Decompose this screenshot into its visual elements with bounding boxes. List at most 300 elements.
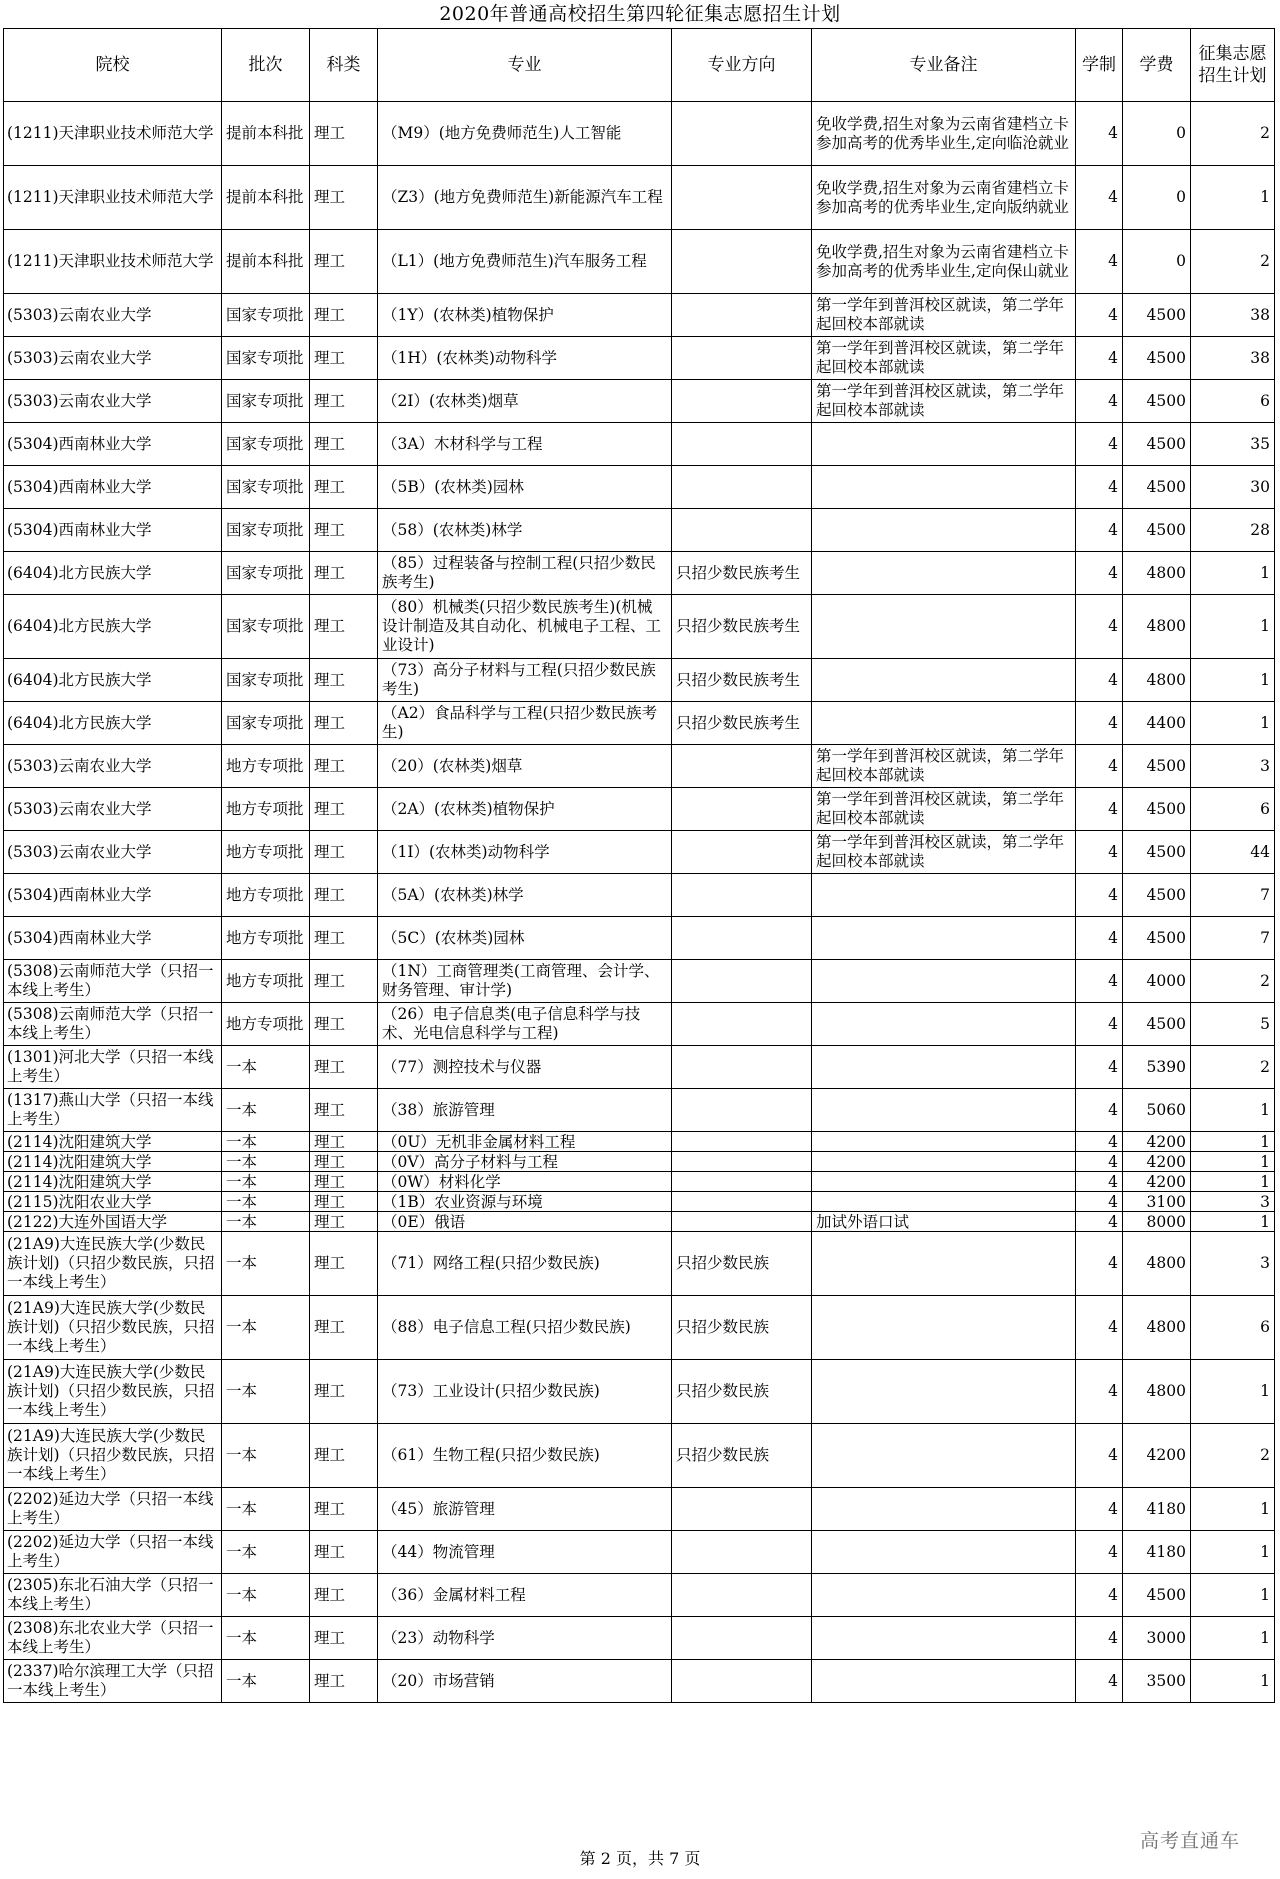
cell-years: 4 — [1076, 595, 1123, 659]
cell-years: 4 — [1076, 337, 1123, 380]
cell-remark — [812, 1192, 1076, 1212]
cell-subject: 理工 — [310, 702, 378, 745]
cell-years: 4 — [1076, 1089, 1123, 1132]
cell-plan: 2 — [1191, 102, 1275, 166]
table-row — [4, 466, 1275, 509]
cell-plan: 1 — [1191, 1574, 1275, 1617]
cell-school: (2115)沈阳农业大学 — [4, 1192, 222, 1212]
cell-school: (1211)天津职业技术师范大学 — [4, 230, 222, 294]
cell-remark — [812, 466, 1076, 509]
cell-batch: 一本 — [222, 1488, 310, 1531]
cell-direction — [672, 509, 812, 552]
cell-school: (2114)沈阳建筑大学 — [4, 1172, 222, 1192]
cell-remark: 免收学费,招生对象为云南省建档立卡参加高考的优秀毕业生,定向版纳就业 — [812, 166, 1076, 230]
cell-school: (1211)天津职业技术师范大学 — [4, 102, 222, 166]
cell-years: 4 — [1076, 1003, 1123, 1046]
table-header-row — [4, 29, 1275, 102]
cell-years: 4 — [1076, 380, 1123, 423]
cell-fee: 4200 — [1123, 1152, 1191, 1172]
cell-remark — [812, 1360, 1076, 1424]
cell-batch: 一本 — [222, 1531, 310, 1574]
cell-school: (6404)北方民族大学 — [4, 659, 222, 702]
cell-remark: 第一学年到普洱校区就读，第二学年起回校本部就读 — [812, 745, 1076, 788]
table-row — [4, 1152, 1275, 1172]
enrollment-plan-table — [3, 28, 1275, 1703]
table-row — [4, 745, 1275, 788]
cell-plan: 1 — [1191, 1617, 1275, 1660]
cell-fee: 4000 — [1123, 960, 1191, 1003]
cell-school: (2114)沈阳建筑大学 — [4, 1132, 222, 1152]
cell-fee: 4180 — [1123, 1488, 1191, 1531]
cell-subject: 理工 — [310, 1089, 378, 1132]
cell-plan: 30 — [1191, 466, 1275, 509]
cell-subject: 理工 — [310, 1132, 378, 1152]
cell-subject: 理工 — [310, 1296, 378, 1360]
cell-remark — [812, 1574, 1076, 1617]
cell-plan: 1 — [1191, 1172, 1275, 1192]
cell-years: 4 — [1076, 1296, 1123, 1360]
cell-plan: 6 — [1191, 788, 1275, 831]
cell-years: 4 — [1076, 745, 1123, 788]
cell-major: （Z3）(地方免费师范生)新能源汽车工程 — [378, 166, 672, 230]
cell-remark — [812, 1531, 1076, 1574]
cell-direction — [672, 745, 812, 788]
cell-batch: 国家专项批 — [222, 659, 310, 702]
cell-direction — [672, 1046, 812, 1089]
cell-direction — [672, 788, 812, 831]
cell-batch: 一本 — [222, 1296, 310, 1360]
cell-remark — [812, 1424, 1076, 1488]
cell-school: (5308)云南师范大学（只招一本线上考生） — [4, 1003, 222, 1046]
cell-years: 4 — [1076, 917, 1123, 960]
cell-major: （77）测控技术与仪器 — [378, 1046, 672, 1089]
table-row — [4, 1360, 1275, 1424]
cell-subject: 理工 — [310, 1152, 378, 1172]
table-row — [4, 1660, 1275, 1703]
cell-remark — [812, 1660, 1076, 1703]
cell-plan: 6 — [1191, 1296, 1275, 1360]
cell-major: （85）过程装备与控制工程(只招少数民族考生) — [378, 552, 672, 595]
cell-major: （71）网络工程(只招少数民族) — [378, 1232, 672, 1296]
cell-major: （1I）(农林类)动物科学 — [378, 831, 672, 874]
cell-school: (1211)天津职业技术师范大学 — [4, 166, 222, 230]
cell-direction — [672, 1089, 812, 1132]
table-row — [4, 1132, 1275, 1152]
cell-plan: 5 — [1191, 1003, 1275, 1046]
cell-batch: 国家专项批 — [222, 294, 310, 337]
cell-years: 4 — [1076, 1132, 1123, 1152]
cell-direction — [672, 166, 812, 230]
cell-remark — [812, 960, 1076, 1003]
cell-remark: 第一学年到普洱校区就读，第二学年起回校本部就读 — [812, 831, 1076, 874]
cell-years: 4 — [1076, 466, 1123, 509]
table-row — [4, 380, 1275, 423]
cell-school: (5303)云南农业大学 — [4, 380, 222, 423]
page-title: 2020年普通高校招生第四轮征集志愿招生计划 — [439, 3, 841, 25]
cell-batch: 提前本科批 — [222, 230, 310, 294]
cell-batch: 地方专项批 — [222, 917, 310, 960]
cell-fee: 4200 — [1123, 1132, 1191, 1152]
cell-school: (2337)哈尔滨理工大学（只招一本线上考生） — [4, 1660, 222, 1703]
table-row — [4, 595, 1275, 659]
cell-remark — [812, 1046, 1076, 1089]
cell-batch: 地方专项批 — [222, 960, 310, 1003]
cell-subject: 理工 — [310, 294, 378, 337]
cell-plan: 1 — [1191, 1152, 1275, 1172]
cell-remark — [812, 659, 1076, 702]
cell-remark — [812, 509, 1076, 552]
cell-plan: 7 — [1191, 917, 1275, 960]
cell-major: （5B）(农林类)园林 — [378, 466, 672, 509]
cell-batch: 地方专项批 — [222, 874, 310, 917]
cell-subject: 理工 — [310, 1212, 378, 1232]
cell-school: (6404)北方民族大学 — [4, 702, 222, 745]
header-school: 院校 — [4, 29, 222, 102]
cell-plan: 1 — [1191, 1488, 1275, 1531]
table-row — [4, 509, 1275, 552]
cell-direction: 只招少数民族考生 — [672, 595, 812, 659]
cell-fee: 4500 — [1123, 294, 1191, 337]
cell-fee: 0 — [1123, 230, 1191, 294]
cell-school: (2202)延边大学（只招一本线上考生） — [4, 1488, 222, 1531]
table-row — [4, 1488, 1275, 1531]
cell-direction — [672, 1212, 812, 1232]
cell-years: 4 — [1076, 1172, 1123, 1192]
table-row — [4, 659, 1275, 702]
cell-remark: 免收学费,招生对象为云南省建档立卡参加高考的优秀毕业生,定向保山就业 — [812, 230, 1076, 294]
cell-direction — [672, 466, 812, 509]
cell-plan: 2 — [1191, 960, 1275, 1003]
cell-plan: 1 — [1191, 595, 1275, 659]
cell-batch: 国家专项批 — [222, 552, 310, 595]
cell-fee: 4500 — [1123, 1574, 1191, 1617]
cell-remark — [812, 423, 1076, 466]
cell-years: 4 — [1076, 702, 1123, 745]
cell-batch: 一本 — [222, 1046, 310, 1089]
cell-fee: 0 — [1123, 166, 1191, 230]
cell-years: 4 — [1076, 1660, 1123, 1703]
cell-years: 4 — [1076, 788, 1123, 831]
cell-subject: 理工 — [310, 1232, 378, 1296]
cell-years: 4 — [1076, 1232, 1123, 1296]
cell-direction — [672, 1192, 812, 1212]
table-row — [4, 917, 1275, 960]
cell-direction — [672, 294, 812, 337]
cell-batch: 提前本科批 — [222, 102, 310, 166]
cell-batch: 一本 — [222, 1089, 310, 1132]
cell-batch: 地方专项批 — [222, 1003, 310, 1046]
table-row — [4, 1192, 1275, 1212]
cell-major: （36）金属材料工程 — [378, 1574, 672, 1617]
cell-batch: 一本 — [222, 1192, 310, 1212]
table-row — [4, 831, 1275, 874]
cell-batch: 一本 — [222, 1152, 310, 1172]
table-row — [4, 1424, 1275, 1488]
header-fee: 学费 — [1123, 29, 1191, 102]
cell-batch: 一本 — [222, 1360, 310, 1424]
cell-major: （A2）食品科学与工程(只招少数民族考生) — [378, 702, 672, 745]
cell-batch: 国家专项批 — [222, 595, 310, 659]
cell-fee: 4200 — [1123, 1424, 1191, 1488]
cell-major: （80）机械类(只招少数民族考生)(机械设计制造及其自动化、机械电子工程、工业设计) — [378, 595, 672, 659]
cell-direction: 只招少数民族考生 — [672, 702, 812, 745]
cell-direction — [672, 230, 812, 294]
cell-batch: 国家专项批 — [222, 337, 310, 380]
cell-fee: 3100 — [1123, 1192, 1191, 1212]
cell-subject: 理工 — [310, 831, 378, 874]
cell-fee: 4800 — [1123, 1360, 1191, 1424]
cell-school: (1317)燕山大学（只招一本线上考生） — [4, 1089, 222, 1132]
cell-plan: 3 — [1191, 1232, 1275, 1296]
cell-school: (21A9)大连民族大学(少数民族计划)（只招少数民族，只招一本线上考生） — [4, 1424, 222, 1488]
cell-years: 4 — [1076, 230, 1123, 294]
table-row — [4, 1212, 1275, 1232]
cell-subject: 理工 — [310, 1531, 378, 1574]
cell-batch: 国家专项批 — [222, 509, 310, 552]
cell-subject: 理工 — [310, 917, 378, 960]
cell-batch: 一本 — [222, 1660, 310, 1703]
cell-plan: 1 — [1191, 166, 1275, 230]
cell-plan: 1 — [1191, 702, 1275, 745]
cell-batch: 一本 — [222, 1212, 310, 1232]
cell-fee: 4200 — [1123, 1172, 1191, 1192]
cell-major: （73）工业设计(只招少数民族) — [378, 1360, 672, 1424]
cell-major: （2A）(农林类)植物保护 — [378, 788, 672, 831]
table-row — [4, 1531, 1275, 1574]
cell-plan: 2 — [1191, 1046, 1275, 1089]
header-plan: 征集志愿招生计划 — [1191, 29, 1275, 102]
cell-remark — [812, 1089, 1076, 1132]
cell-fee: 4500 — [1123, 337, 1191, 380]
cell-fee: 4800 — [1123, 659, 1191, 702]
cell-direction — [672, 423, 812, 466]
cell-major: （L1）(地方免费师范生)汽车服务工程 — [378, 230, 672, 294]
cell-plan: 7 — [1191, 874, 1275, 917]
cell-fee: 4500 — [1123, 380, 1191, 423]
cell-major: （M9）(地方免费师范生)人工智能 — [378, 102, 672, 166]
cell-years: 4 — [1076, 659, 1123, 702]
cell-remark: 免收学费,招生对象为云南省建档立卡参加高考的优秀毕业生,定向临沧就业 — [812, 102, 1076, 166]
cell-direction: 只招少数民族 — [672, 1360, 812, 1424]
cell-subject: 理工 — [310, 423, 378, 466]
cell-fee: 4180 — [1123, 1531, 1191, 1574]
cell-years: 4 — [1076, 1212, 1123, 1232]
table-row — [4, 166, 1275, 230]
cell-major: （58）(农林类)林学 — [378, 509, 672, 552]
cell-direction: 只招少数民族考生 — [672, 659, 812, 702]
cell-remark — [812, 1132, 1076, 1152]
cell-remark: 第一学年到普洱校区就读，第二学年起回校本部就读 — [812, 788, 1076, 831]
cell-fee: 4500 — [1123, 788, 1191, 831]
cell-direction — [672, 1132, 812, 1152]
cell-remark — [812, 1296, 1076, 1360]
cell-direction — [672, 1488, 812, 1531]
cell-years: 4 — [1076, 1360, 1123, 1424]
cell-batch: 一本 — [222, 1424, 310, 1488]
cell-subject: 理工 — [310, 552, 378, 595]
cell-plan: 1 — [1191, 552, 1275, 595]
cell-subject: 理工 — [310, 1488, 378, 1531]
cell-batch: 国家专项批 — [222, 702, 310, 745]
watermark: 高考直通车 — [1139, 1830, 1240, 1852]
cell-subject: 理工 — [310, 1617, 378, 1660]
table-row — [4, 230, 1275, 294]
cell-remark — [812, 1172, 1076, 1192]
cell-subject: 理工 — [310, 1424, 378, 1488]
cell-fee: 4500 — [1123, 831, 1191, 874]
table-row — [4, 294, 1275, 337]
cell-school: (6404)北方民族大学 — [4, 595, 222, 659]
cell-school: (5308)云南师范大学（只招一本线上考生） — [4, 960, 222, 1003]
cell-major: （88）电子信息工程(只招少数民族) — [378, 1296, 672, 1360]
cell-remark — [812, 552, 1076, 595]
cell-direction — [672, 1531, 812, 1574]
cell-remark — [812, 1617, 1076, 1660]
cell-remark — [812, 1003, 1076, 1046]
cell-school: (2122)大连外国语大学 — [4, 1212, 222, 1232]
cell-school: (6404)北方民族大学 — [4, 552, 222, 595]
table-row — [4, 1232, 1275, 1296]
cell-years: 4 — [1076, 423, 1123, 466]
cell-major: （73）高分子材料与工程(只招少数民族考生) — [378, 659, 672, 702]
cell-subject: 理工 — [310, 102, 378, 166]
cell-plan: 1 — [1191, 659, 1275, 702]
cell-fee: 5060 — [1123, 1089, 1191, 1132]
cell-subject: 理工 — [310, 509, 378, 552]
cell-direction: 只招少数民族 — [672, 1232, 812, 1296]
cell-major: （38）旅游管理 — [378, 1089, 672, 1132]
cell-years: 4 — [1076, 1574, 1123, 1617]
cell-plan: 1 — [1191, 1089, 1275, 1132]
cell-batch: 一本 — [222, 1617, 310, 1660]
cell-fee: 4500 — [1123, 423, 1191, 466]
cell-direction — [672, 1003, 812, 1046]
cell-years: 4 — [1076, 960, 1123, 1003]
cell-major: （1Y）(农林类)植物保护 — [378, 294, 672, 337]
cell-batch: 提前本科批 — [222, 166, 310, 230]
header-years: 学制 — [1076, 29, 1123, 102]
cell-subject: 理工 — [310, 380, 378, 423]
cell-years: 4 — [1076, 102, 1123, 166]
cell-years: 4 — [1076, 831, 1123, 874]
cell-fee: 4800 — [1123, 552, 1191, 595]
cell-years: 4 — [1076, 1488, 1123, 1531]
table-row — [4, 874, 1275, 917]
cell-plan: 1 — [1191, 1132, 1275, 1152]
cell-direction: 只招少数民族 — [672, 1424, 812, 1488]
cell-subject: 理工 — [310, 1360, 378, 1424]
cell-major: （23）动物科学 — [378, 1617, 672, 1660]
cell-subject: 理工 — [310, 1192, 378, 1212]
cell-direction — [672, 1152, 812, 1172]
cell-subject: 理工 — [310, 1574, 378, 1617]
cell-plan: 1 — [1191, 1212, 1275, 1232]
cell-fee: 4500 — [1123, 466, 1191, 509]
table-row — [4, 337, 1275, 380]
cell-batch: 国家专项批 — [222, 423, 310, 466]
cell-subject: 理工 — [310, 745, 378, 788]
cell-batch: 一本 — [222, 1132, 310, 1152]
cell-major: （5A）(农林类)林学 — [378, 874, 672, 917]
cell-batch: 国家专项批 — [222, 466, 310, 509]
cell-major: （0U）无机非金属材料工程 — [378, 1132, 672, 1152]
cell-remark: 第一学年到普洱校区就读，第二学年起回校本部就读 — [812, 294, 1076, 337]
header-remark: 专业备注 — [812, 29, 1076, 102]
cell-direction — [672, 960, 812, 1003]
cell-fee: 4500 — [1123, 509, 1191, 552]
cell-years: 4 — [1076, 1192, 1123, 1212]
cell-fee: 4800 — [1123, 1296, 1191, 1360]
cell-major: （2I）(农林类)烟草 — [378, 380, 672, 423]
cell-remark — [812, 1152, 1076, 1172]
cell-subject: 理工 — [310, 960, 378, 1003]
cell-batch: 地方专项批 — [222, 788, 310, 831]
cell-years: 4 — [1076, 294, 1123, 337]
cell-years: 4 — [1076, 1424, 1123, 1488]
table-row — [4, 423, 1275, 466]
cell-major: （0V）高分子材料与工程 — [378, 1152, 672, 1172]
cell-batch: 地方专项批 — [222, 831, 310, 874]
cell-fee: 5390 — [1123, 1046, 1191, 1089]
cell-years: 4 — [1076, 1046, 1123, 1089]
cell-subject: 理工 — [310, 874, 378, 917]
table-body — [4, 102, 1275, 1703]
table-row — [4, 102, 1275, 166]
cell-direction: 只招少数民族 — [672, 1296, 812, 1360]
cell-school: (1301)河北大学（只招一本线上考生） — [4, 1046, 222, 1089]
cell-direction — [672, 1660, 812, 1703]
cell-fee: 8000 — [1123, 1212, 1191, 1232]
cell-remark: 第一学年到普洱校区就读，第二学年起回校本部就读 — [812, 337, 1076, 380]
table-row — [4, 788, 1275, 831]
cell-school: (5303)云南农业大学 — [4, 745, 222, 788]
header-batch: 批次 — [222, 29, 310, 102]
cell-plan: 1 — [1191, 1360, 1275, 1424]
cell-remark — [812, 1232, 1076, 1296]
cell-subject: 理工 — [310, 1003, 378, 1046]
cell-school: (5303)云南农业大学 — [4, 831, 222, 874]
cell-major: （1B）农业资源与环境 — [378, 1192, 672, 1212]
cell-subject: 理工 — [310, 466, 378, 509]
cell-fee: 4800 — [1123, 1232, 1191, 1296]
cell-direction — [672, 917, 812, 960]
cell-school: (5303)云南农业大学 — [4, 294, 222, 337]
cell-major: （0E）俄语 — [378, 1212, 672, 1232]
cell-remark — [812, 595, 1076, 659]
cell-subject: 理工 — [310, 788, 378, 831]
cell-school: (5304)西南林业大学 — [4, 466, 222, 509]
header-direction: 专业方向 — [672, 29, 812, 102]
cell-school: (21A9)大连民族大学(少数民族计划)（只招少数民族，只招一本线上考生） — [4, 1360, 222, 1424]
cell-school: (2114)沈阳建筑大学 — [4, 1152, 222, 1172]
cell-subject: 理工 — [310, 230, 378, 294]
cell-subject: 理工 — [310, 166, 378, 230]
table-row — [4, 1003, 1275, 1046]
cell-major: （0W）材料化学 — [378, 1172, 672, 1192]
cell-remark — [812, 917, 1076, 960]
cell-major: （5C）(农林类)园林 — [378, 917, 672, 960]
cell-fee: 3000 — [1123, 1617, 1191, 1660]
cell-fee: 3500 — [1123, 1660, 1191, 1703]
cell-years: 4 — [1076, 874, 1123, 917]
cell-plan: 2 — [1191, 1424, 1275, 1488]
cell-direction — [672, 102, 812, 166]
cell-school: (2202)延边大学（只招一本线上考生） — [4, 1531, 222, 1574]
cell-batch: 地方专项批 — [222, 745, 310, 788]
cell-fee: 4500 — [1123, 874, 1191, 917]
table-row — [4, 960, 1275, 1003]
cell-subject: 理工 — [310, 1660, 378, 1703]
